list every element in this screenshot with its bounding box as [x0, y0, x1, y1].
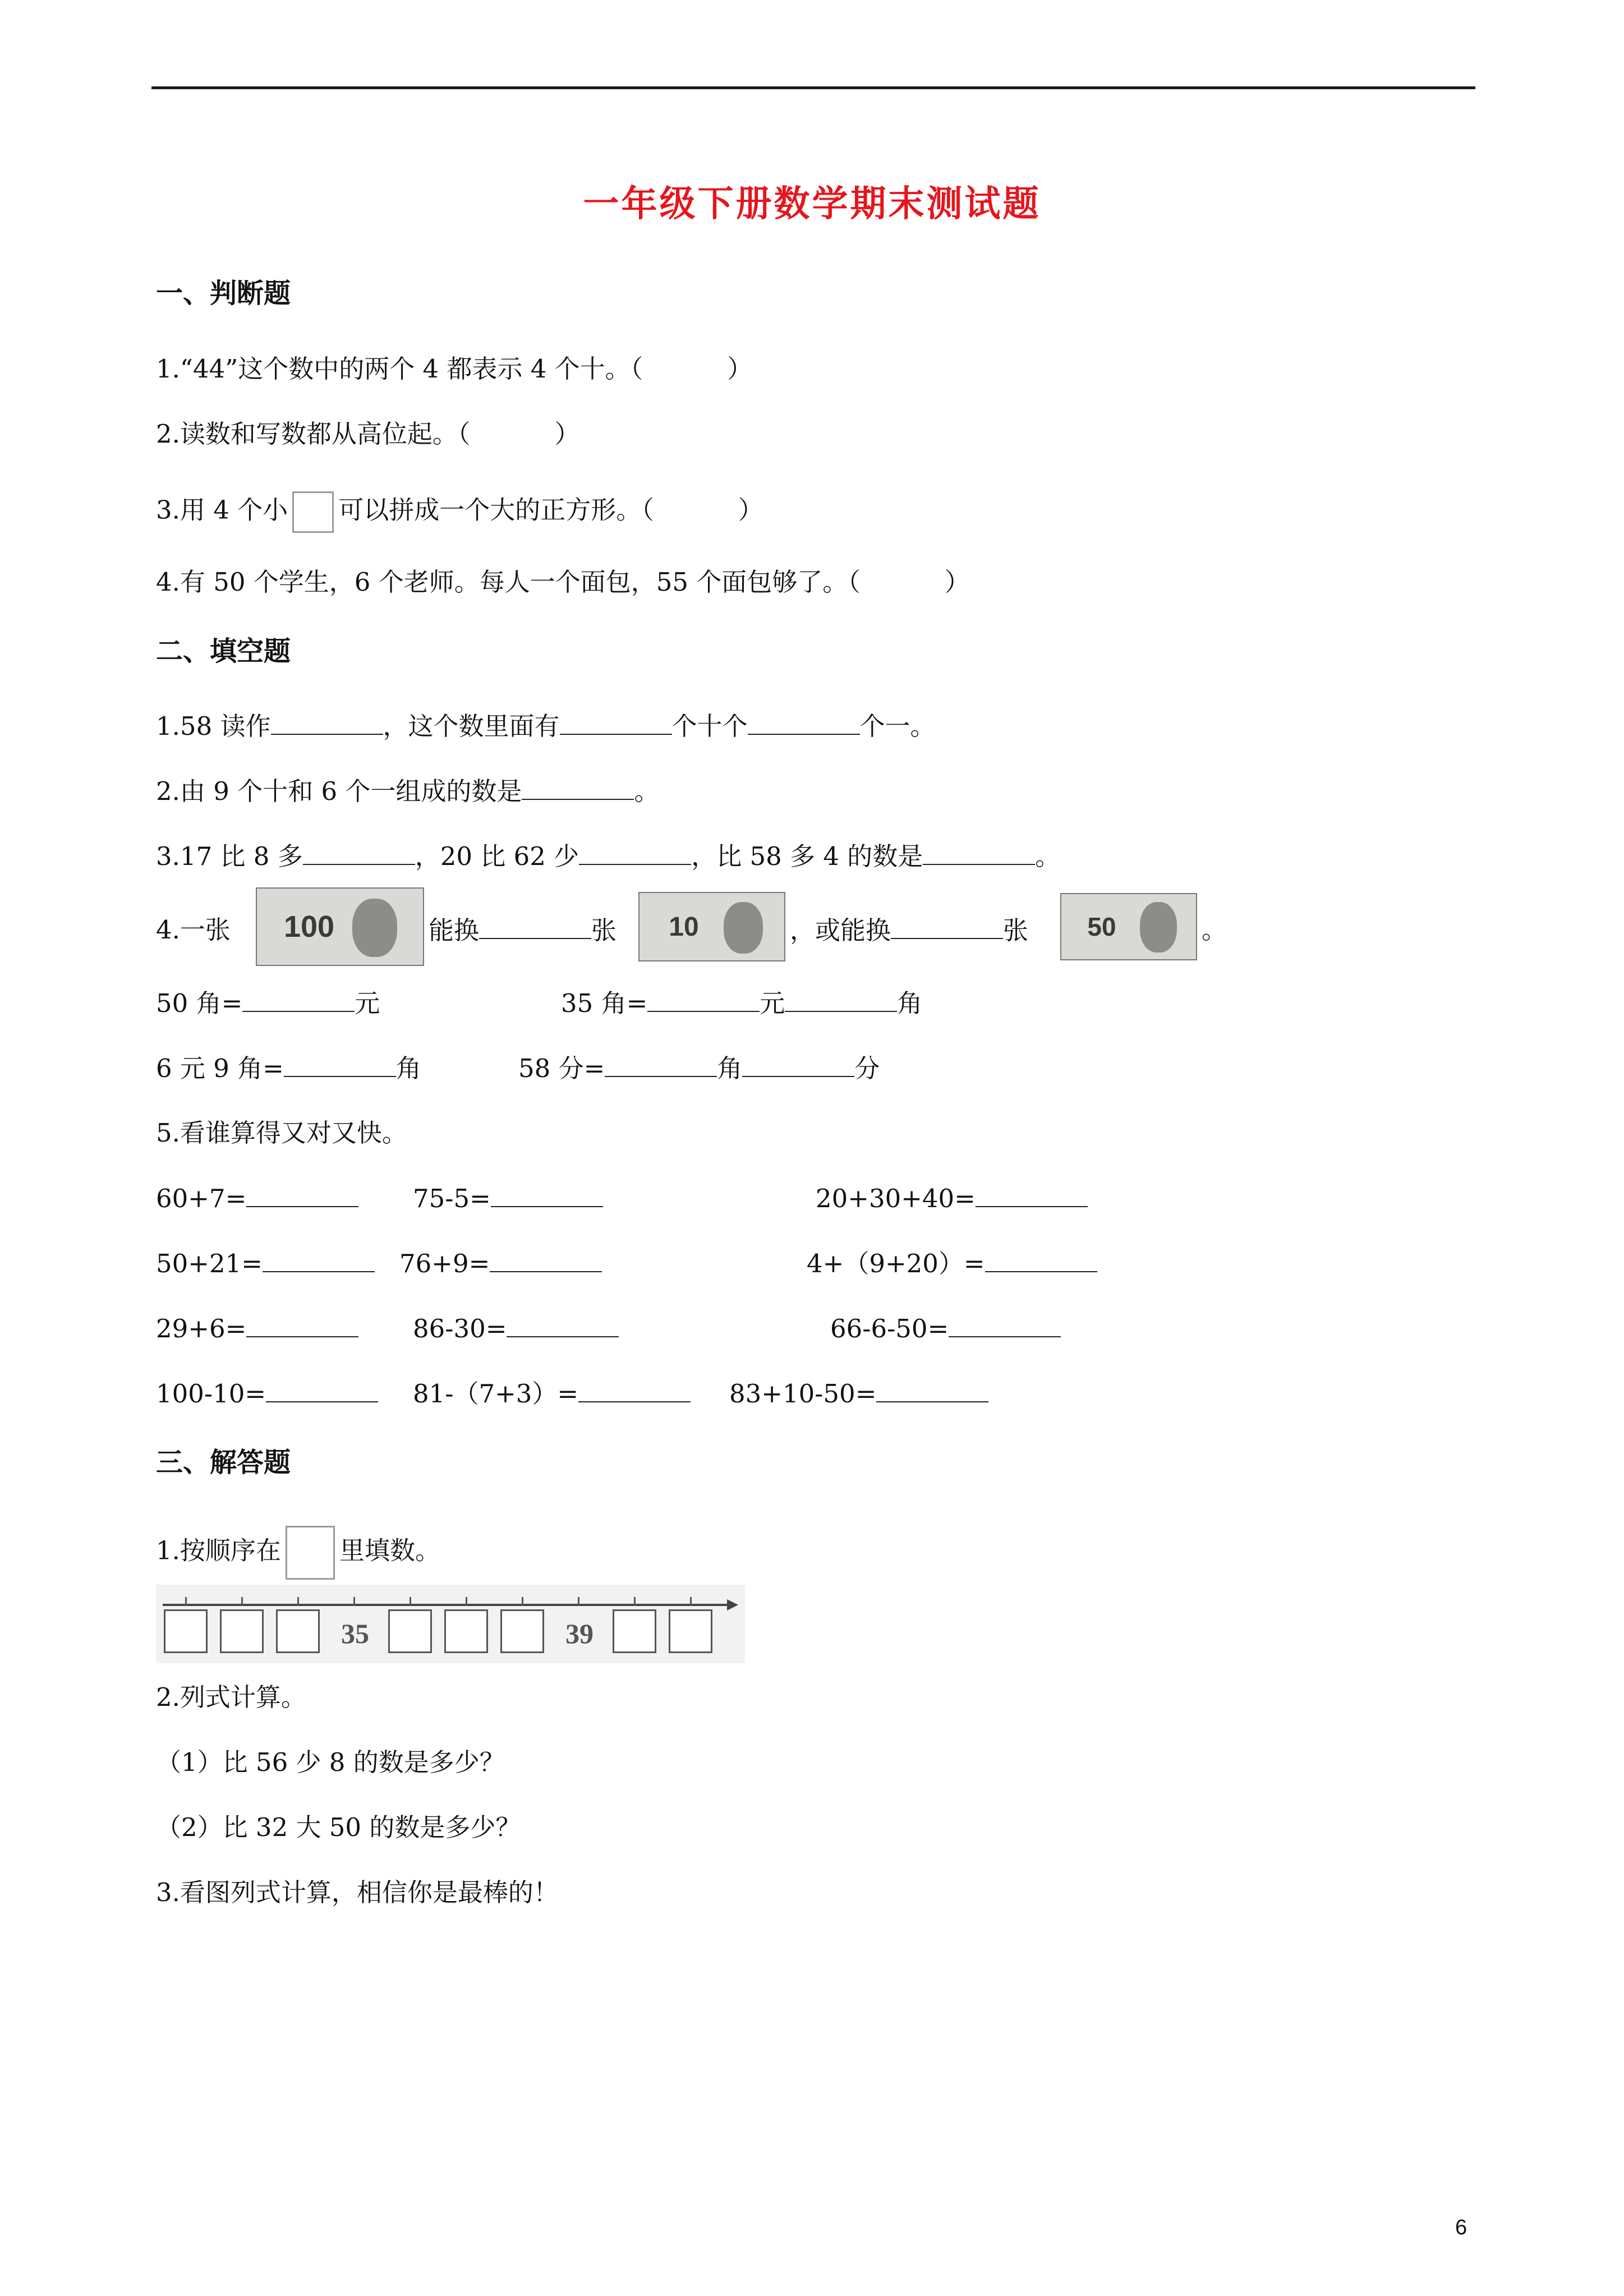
page-title: 一年级下册数学期末测试题	[583, 183, 1041, 225]
money-conversion-1: 50 角= 元	[156, 986, 380, 1020]
answer-blank[interactable]	[490, 1246, 602, 1272]
fill-question-4-label: 4.一张	[156, 915, 231, 945]
section-heading-fill: 二、填空题	[156, 636, 291, 667]
judge-question-4: 4.有 50 个学生，6 个老师。每人一个面包，55 个面包够了。（ ）	[156, 567, 970, 597]
calc-item: 81-（7+3）=	[413, 1377, 691, 1411]
answer-blank[interactable]	[923, 839, 1035, 865]
answer-blank[interactable]	[246, 1181, 358, 1207]
calc-item: 75-5=	[413, 1181, 603, 1216]
number-line-box[interactable]	[669, 1609, 712, 1653]
fill-question-3: 3.17 比 8 多 ，20 比 62 少 ，比 58 多 4 的数是 。	[156, 839, 1060, 873]
answer-blank[interactable]	[246, 1312, 358, 1337]
answer-blank[interactable]	[578, 1377, 691, 1402]
calc-item: 60+7=	[156, 1181, 358, 1216]
calc-item: 100-10=	[156, 1377, 378, 1411]
fill-question-5: 5.看谁算得又对又快。	[156, 1118, 407, 1148]
header-rule	[151, 86, 1475, 89]
calc-item: 86-30=	[413, 1312, 619, 1346]
answer-blank[interactable]	[479, 913, 591, 939]
fill-question-1: 1.58 读作 ，这个数里面有 个十个 个一。	[156, 709, 936, 743]
answer-blank[interactable]	[605, 1051, 717, 1077]
number-line-box[interactable]	[164, 1609, 208, 1653]
answer-blank[interactable]	[891, 913, 1003, 939]
banknote-10-icon: 10	[638, 892, 785, 961]
section-heading-judge: 一、判断题	[156, 278, 291, 309]
judge-question-3: 3.用 4 个小 可以拼成一个大的正方形。（ ）	[156, 491, 763, 533]
fill-question-2: 2.由 9 个十和 6 个一组成的数是 。	[156, 774, 659, 808]
solve-question-2-part-2: （2）比 32 大 50 的数是多少？	[156, 1812, 521, 1842]
calc-item: 50+21=	[156, 1246, 375, 1281]
money-conversion-4: 58 分= 角 分	[518, 1051, 880, 1085]
answer-blank[interactable]	[284, 1051, 396, 1077]
judge-question-2: 2.读数和写数都从高位起。（ ）	[156, 419, 580, 449]
answer-blank[interactable]	[985, 1246, 1097, 1272]
answer-blank[interactable]	[785, 986, 897, 1012]
answer-blank[interactable]	[949, 1312, 1061, 1337]
number-line-box[interactable]	[500, 1609, 544, 1653]
answer-blank[interactable]	[522, 774, 634, 800]
fill-question-4-alt: ，或能换 张	[790, 913, 1028, 947]
answer-blank[interactable]	[303, 839, 415, 865]
answer-blank[interactable]	[742, 1051, 854, 1077]
calc-item: 29+6=	[156, 1312, 358, 1346]
judge-question-1: 1.“44”这个数中的两个 4 都表示 4 个十。（ ）	[156, 354, 753, 384]
fill-question-4-mid: 能换 张	[429, 913, 617, 947]
answer-blank[interactable]	[491, 1181, 603, 1207]
number-line	[156, 1585, 745, 1663]
number-line-label: 39	[565, 1618, 594, 1649]
calc-item: 83+10-50=	[729, 1377, 988, 1411]
number-line-box[interactable]	[388, 1609, 432, 1653]
solve-question-3: 3.看图列式计算，相信你是最棒的！	[156, 1878, 559, 1907]
number-line-box[interactable]	[444, 1609, 488, 1653]
small-square-icon	[292, 491, 334, 533]
answer-blank[interactable]	[976, 1181, 1088, 1207]
number-line-box[interactable]	[220, 1609, 264, 1653]
number-line-box[interactable]	[613, 1609, 656, 1653]
banknote-100-icon: 100	[256, 887, 424, 966]
solve-question-1: 1.按顺序在 里填数。	[156, 1526, 440, 1580]
answer-blank[interactable]	[876, 1377, 988, 1402]
answer-blank[interactable]	[507, 1312, 619, 1337]
answer-blank[interactable]	[242, 986, 355, 1012]
answer-blank[interactable]	[266, 1377, 378, 1402]
answer-blank[interactable]	[263, 1246, 375, 1272]
calc-item: 4+（9+20）=	[807, 1246, 1097, 1281]
solve-question-2-part-1: （1）比 56 少 8 的数是多少？	[156, 1747, 505, 1777]
section-heading-solve: 三、解答题	[156, 1447, 291, 1478]
answer-blank[interactable]	[647, 986, 760, 1012]
page-number: 6	[1455, 2216, 1467, 2239]
answer-blank[interactable]	[560, 709, 672, 735]
solve-question-2: 2.列式计算。	[156, 1682, 306, 1712]
number-line-box[interactable]	[276, 1609, 320, 1653]
arrow-right-icon	[727, 1599, 738, 1611]
calc-item: 76+9=	[399, 1246, 602, 1281]
answer-box-icon	[286, 1526, 335, 1580]
money-conversion-3: 6 元 9 角= 角	[156, 1051, 421, 1085]
banknote-50-icon: 50	[1060, 893, 1197, 960]
calc-item: 66-6-50=	[830, 1312, 1061, 1346]
money-conversion-2: 35 角= 元 角	[561, 986, 922, 1020]
calc-item: 20+30+40=	[816, 1181, 1088, 1216]
answer-blank[interactable]	[748, 709, 860, 735]
answer-blank[interactable]	[579, 839, 691, 865]
answer-blank[interactable]	[271, 709, 383, 735]
number-line-label: 35	[341, 1618, 369, 1649]
fill-question-4-end: 。	[1202, 915, 1227, 945]
